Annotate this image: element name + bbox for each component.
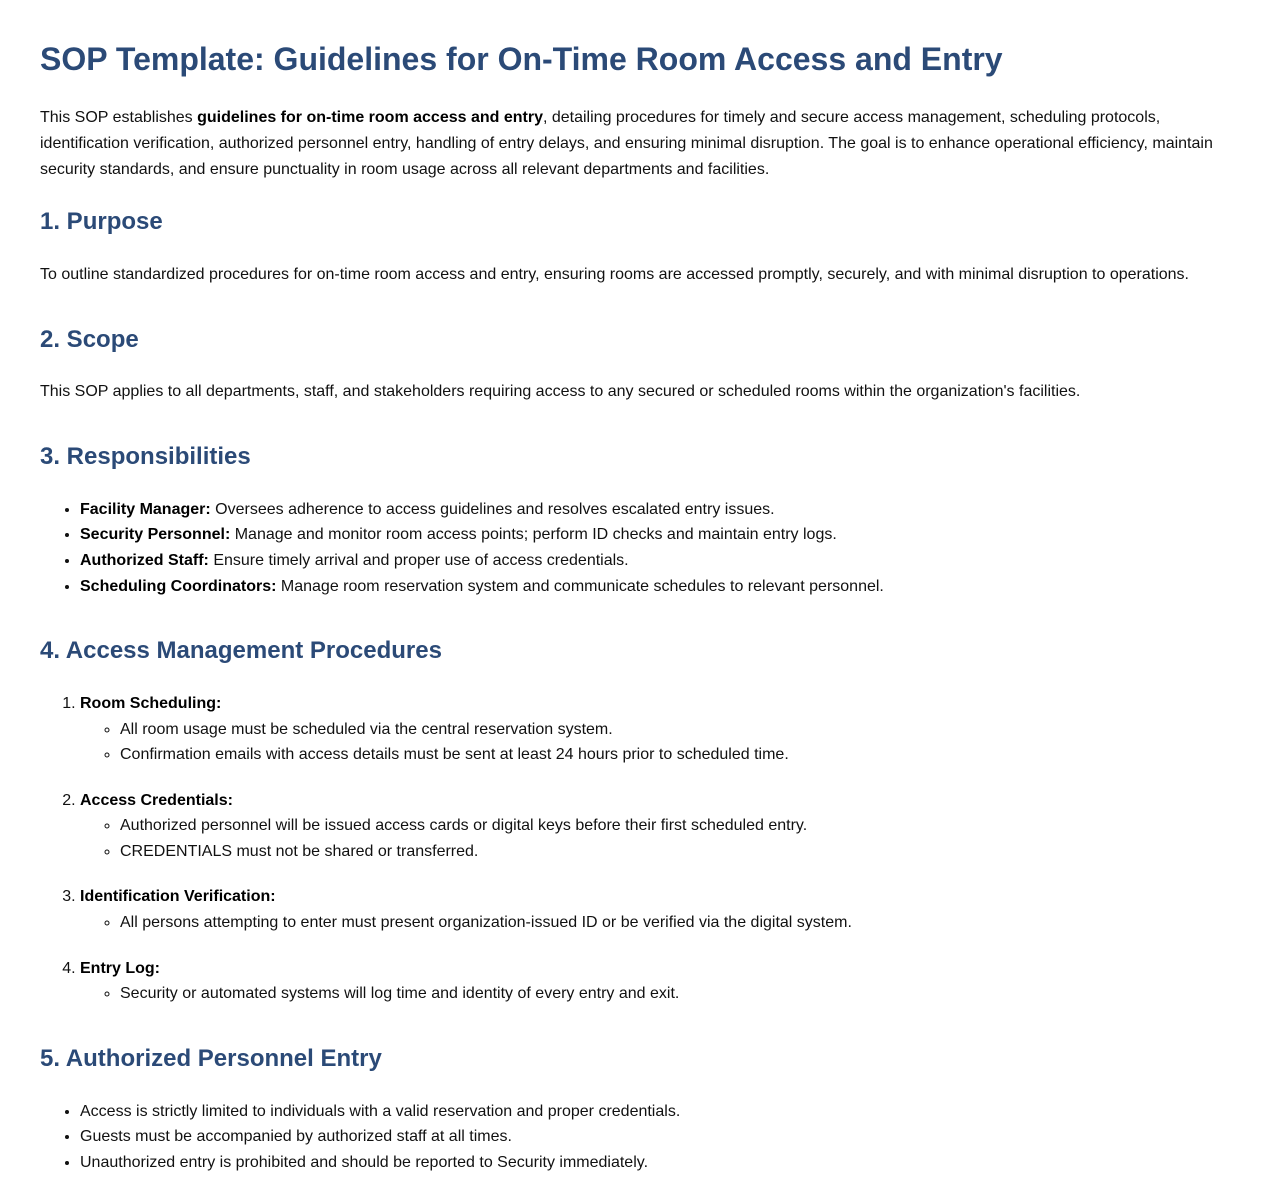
role-description: Manage and monitor room access points; perform ID checks and maintain entry logs. [230, 526, 837, 544]
page-title: SOP Template: Guidelines for On-Time Room Access and Entry [40, 41, 1003, 77]
procedure-step [80, 884, 1223, 935]
section-heading-procedures: 4. Access Management Procedures [40, 637, 442, 665]
step-label: Identification Verification: [80, 888, 276, 906]
list-item: ◦ Confirmation emails with access details must be sent at least 24 hours prior to scheduled time. [120, 742, 1223, 768]
list-item: • Access is strictly limited to individuals with a valid reservation and proper credentials. [80, 1099, 1223, 1125]
list-item: ◦ CREDENTIALS must not be shared or transferred. [120, 839, 1223, 865]
step-label: Access Credentials: [80, 791, 233, 809]
intro-paragraph [40, 105, 1223, 182]
intro-emphasis: guidelines for on-time room access and entry [197, 109, 543, 127]
procedures-list [40, 691, 1223, 1007]
list-item [80, 497, 1223, 523]
step-label: Room Scheduling: [80, 694, 222, 712]
step-sublist [80, 717, 1223, 768]
list-item: • Unauthorized entry is prohibited and should be reported to Security immediately. [80, 1150, 1223, 1176]
scope-text: This SOP applies to all departments, staff, and stakeholders requiring access to any secured or scheduled rooms within the organization's facilities. [40, 383, 1081, 401]
role-label: Authorized Staff: [80, 551, 209, 569]
role-label: Scheduling Coordinators: [80, 577, 277, 595]
list-item [80, 548, 1223, 574]
list-item: ◦ All room usage must be scheduled via the central reservation system. [120, 717, 1223, 743]
intro-text-end: , detailing procedures for timely and secure access management, scheduling protocols, identification verification, authorized personnel entry, handling of entry delays, and ensuring minimal disruption. The goal is to enhance operational efficiency, maintain security standards, and ensure punctuality in room usage across all relevant departments and facilities. [40, 109, 1213, 178]
section-heading-responsibilities: 3. Responsibilities [40, 442, 251, 470]
step-label: Entry Log: [80, 959, 160, 977]
purpose-text: To outline standardized procedures for on-time room access and entry, ensuring rooms are accessed promptly, securely, and with minimal disruption to operations. [40, 265, 1189, 283]
step-sublist [80, 981, 1223, 1007]
list-item [80, 574, 1223, 600]
list-item: ◦ Security or automated systems will log time and identity of every entry and exit. [120, 981, 1223, 1007]
list-item: ◦ All persons attempting to enter must present organization-issued ID or be verified via the digital system. [120, 910, 1223, 936]
procedure-step [80, 691, 1223, 768]
role-label: Facility Manager: [80, 500, 211, 518]
role-description: Manage room reservation system and communicate schedules to relevant personnel. [276, 577, 884, 595]
section-heading-scope: 2. Scope [40, 325, 139, 353]
list-item: • Guests must be accompanied by authorized staff at all times. [80, 1124, 1223, 1150]
role-description: Oversees adherence to access guidelines and resolves escalated entry issues. [210, 500, 775, 518]
authorized-entry-list [40, 1099, 1223, 1176]
list-item: ◦ Authorized personnel will be issued access cards or digital keys before their first scheduled entry. [120, 813, 1223, 839]
step-sublist [80, 813, 1223, 864]
step-sublist [80, 910, 1223, 936]
list-item [80, 522, 1223, 548]
role-label: Security Personnel: [80, 526, 231, 544]
intro-text-start: This SOP establishes [40, 109, 198, 127]
section-heading-purpose: 1. Purpose [40, 208, 163, 236]
procedure-step [80, 788, 1223, 865]
role-description: Ensure timely arrival and proper use of access credentials. [208, 551, 629, 569]
section-heading-authorized-entry: 5. Authorized Personnel Entry [40, 1044, 382, 1072]
responsibilities-list [40, 497, 1223, 599]
procedure-step [80, 956, 1223, 1007]
